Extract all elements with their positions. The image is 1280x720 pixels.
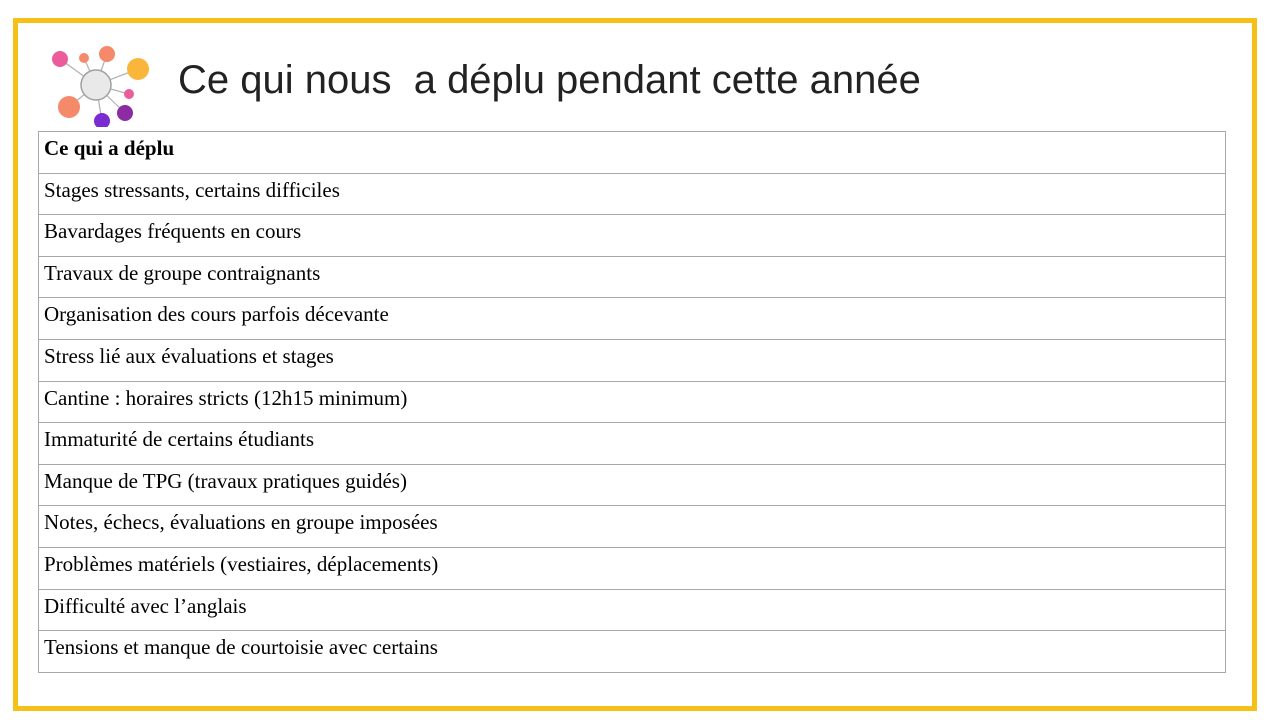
- table-row: [39, 339, 1226, 381]
- table-cell: Difficulté avec l’anglais: [39, 589, 1226, 631]
- table-row: [39, 631, 1226, 673]
- table-cell: Tensions et manque de courtoisie avec certains: [39, 631, 1226, 673]
- column-header: Ce qui a déplu: [39, 132, 1226, 174]
- table-cell: Bavardages fréquents en cours: [39, 215, 1226, 257]
- table-row: [39, 589, 1226, 631]
- table-row: [39, 423, 1226, 465]
- table-row: [39, 173, 1226, 215]
- table-cell: Travaux de groupe contraignants: [39, 256, 1226, 298]
- table-cell: Stages stressants, certains difficiles: [39, 173, 1226, 215]
- table-row: [39, 298, 1226, 340]
- page-title: Ce qui nous a déplu pendant cette année: [178, 58, 921, 102]
- table-row: [39, 215, 1226, 257]
- table-row: [39, 506, 1226, 548]
- table-row: [39, 381, 1226, 423]
- table-cell: Organisation des cours parfois décevante: [39, 298, 1226, 340]
- table-cell: Manque de TPG (travaux pratiques guidés): [39, 464, 1226, 506]
- table-cell: Cantine : horaires stricts (12h15 minimum): [39, 381, 1226, 423]
- dislikes-table: [38, 131, 1226, 673]
- table-cell: Notes, échecs, évaluations en groupe imposées: [39, 506, 1226, 548]
- table-row: [39, 547, 1226, 589]
- table-cell: Problèmes matériels (vestiaires, déplacements): [39, 547, 1226, 589]
- table-row: [39, 256, 1226, 298]
- table-header-row: [39, 132, 1226, 174]
- table-cell: Stress lié aux évaluations et stages: [39, 339, 1226, 381]
- slide-frame: [13, 18, 1257, 711]
- table-row: [39, 464, 1226, 506]
- table-cell: Immaturité de certains étudiants: [39, 423, 1226, 465]
- network-cluster-icon: [48, 43, 152, 127]
